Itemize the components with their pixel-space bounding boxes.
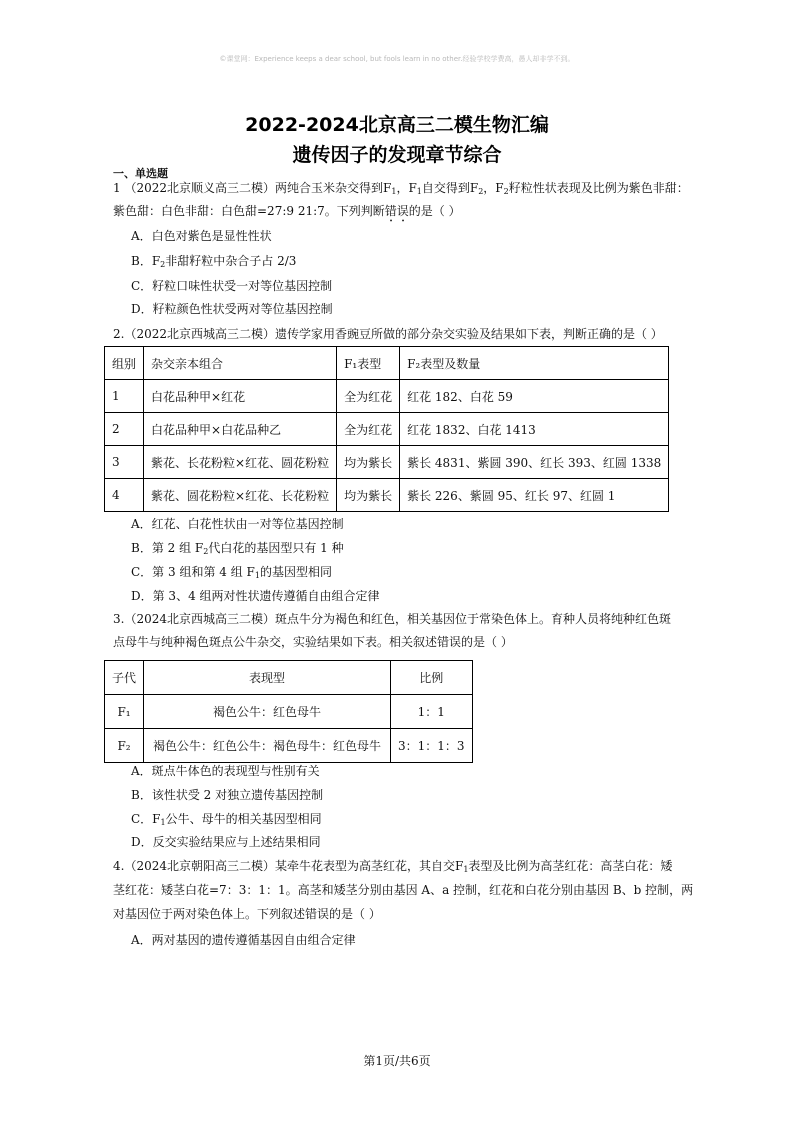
table-cell: 2 bbox=[105, 413, 144, 446]
q3-option-b: B．该性状受 2 对独立遗传基因控制 bbox=[131, 788, 324, 802]
table-cell: 白花品种甲×红花 bbox=[144, 380, 337, 413]
table-cell: 褐色公牛：红色母牛 bbox=[144, 695, 391, 729]
table-cell: 3：1：1：3 bbox=[391, 729, 473, 763]
q1-option-c: C．籽粒口味性状受一对等位基因控制 bbox=[131, 279, 333, 293]
q2-option-a: A．红花、白花性状由一对等位基因控制 bbox=[131, 517, 344, 531]
q1-option-b: B．$F_2$非甜籽粒中杂合子占 2/3 bbox=[131, 254, 297, 269]
q3-option-d: D．反交实验结果应与上述结果相同 bbox=[131, 835, 321, 849]
table-header-cell: 子代 bbox=[105, 661, 144, 695]
table-cell: 全为红花 bbox=[337, 413, 400, 446]
table-cell: 紫花、圆花粉粒×红花、长花粉粒 bbox=[144, 479, 337, 512]
q1-line2: 紫色甜：白色非甜：白色甜=27:9 21:7。下列判断错误的是（ ） bbox=[113, 204, 461, 218]
q4-stem-line3: 对基因位于两对染色体上。下列叙述错误的是（ ） bbox=[113, 907, 381, 921]
q1-option-d: D．籽粒颜色性状受两对等位基因控制 bbox=[131, 302, 333, 316]
page-title: 2022-2024北京高三二模生物汇编 bbox=[245, 114, 549, 136]
table-cell: 均为紫长 bbox=[337, 479, 400, 512]
table-header-cell: 表现型 bbox=[144, 661, 391, 695]
table-header-cell: 组别 bbox=[105, 347, 144, 380]
table-cell: 1 bbox=[105, 380, 144, 413]
table-cell: 紫长 4831、紫圆 390、红长 393、红圆 1338 bbox=[400, 446, 669, 479]
q2-table bbox=[104, 346, 669, 512]
table-cell: 1：1 bbox=[391, 695, 473, 729]
table-row bbox=[105, 479, 669, 512]
q3-option-a: A．斑点牛体色的表现型与性别有关 bbox=[131, 764, 320, 778]
q2-stem: 2.（2022北京西城高三二模）遗传学家用香豌豆所做的部分杂交实验及结果如下表，判断正确的是（ ） bbox=[113, 327, 663, 341]
q3-stem-line2: 点母牛与纯种褐色斑点公牛杂交，实验结果如下表。相关叙述错误的是（ ） bbox=[113, 635, 513, 649]
page-subtitle: 遗传因子的发现章节综合 bbox=[292, 144, 502, 166]
section-heading: 一、单选题 bbox=[113, 167, 168, 180]
table-row bbox=[105, 413, 669, 446]
table-cell: 红花 182、白花 59 bbox=[400, 380, 669, 413]
table-cell: 红花 1832、白花 1413 bbox=[400, 413, 669, 446]
table-header-row bbox=[105, 661, 473, 695]
q4-stem-line1: 4.（2024北京朝阳高三二模）某牵牛花表型为高茎红花，其自交$F_1$表型及比例为高茎红花：高茎白花：矮 bbox=[113, 859, 673, 874]
table-row bbox=[105, 729, 473, 763]
q3-stem-line1: 3.（2024北京西城高三二模）斑点牛分为褐色和红色，相关基因位于常染色体上。育种人员将纯种红色斑 bbox=[113, 612, 671, 626]
table-header-row bbox=[105, 347, 669, 380]
q1-option-a: A．白色对紫色是显性性状 bbox=[131, 229, 272, 243]
q3-table bbox=[104, 660, 473, 763]
q1-line1: 1 （2022北京顺义高三二模）两纯合玉米杂交得到$F_1$，$F_1$自交得到$F_2$，$F_2$籽粒性状表现及比例为紫色非甜： bbox=[113, 181, 689, 196]
table-cell: 白花品种甲×白花品种乙 bbox=[144, 413, 337, 446]
table-header-cell: 杂交亲本组合 bbox=[144, 347, 337, 380]
table-row bbox=[105, 446, 669, 479]
watermark: ©课堂网：Experience keeps a dear school, but fools learn in no other.经验学校学费高，愚人却非学不到。 bbox=[219, 55, 575, 63]
table-cell: 紫花、长花粉粒×红花、圆花粉粒 bbox=[144, 446, 337, 479]
table-header-cell: F₁表型 bbox=[337, 347, 400, 380]
table-cell: F₁ bbox=[105, 695, 144, 729]
q4-stem-line2: 茎红花：矮茎白花=7：3：1：1。高茎和矮茎分别由基因 A、a 控制，红花和白花分别由基因 B、b 控制，两 bbox=[113, 883, 694, 897]
table-cell: 3 bbox=[105, 446, 144, 479]
table-row bbox=[105, 380, 669, 413]
page-number: 第1页/共6页 bbox=[363, 1054, 431, 1068]
table-cell: 褐色公牛：红色公牛：褐色母牛：红色母牛 bbox=[144, 729, 391, 763]
table-cell: F₂ bbox=[105, 729, 144, 763]
q2-option-d: D．第 3、4 组两对性状遗传遵循自由组合定律 bbox=[131, 589, 380, 603]
q3-option-c: C．$F_1$公牛、母牛的相关基因型相同 bbox=[131, 812, 322, 827]
q2-option-b: B．第 2 组 $F_2$代白花的基因型只有 1 种 bbox=[131, 541, 344, 556]
table-cell: 均为紫长 bbox=[337, 446, 400, 479]
table-cell: 全为红花 bbox=[337, 380, 400, 413]
table-header-cell: F₂表型及数量 bbox=[400, 347, 669, 380]
table-cell: 紫长 226、紫圆 95、红长 97、红圆 1 bbox=[400, 479, 669, 512]
table-header-cell: 比例 bbox=[391, 661, 473, 695]
q4-option-a: A．两对基因的遗传遵循基因自由组合定律 bbox=[131, 933, 356, 947]
table-row bbox=[105, 695, 473, 729]
q2-option-c: C．第 3 组和第 4 组 $F_1$的基因型相同 bbox=[131, 565, 332, 580]
table-cell: 4 bbox=[105, 479, 144, 512]
